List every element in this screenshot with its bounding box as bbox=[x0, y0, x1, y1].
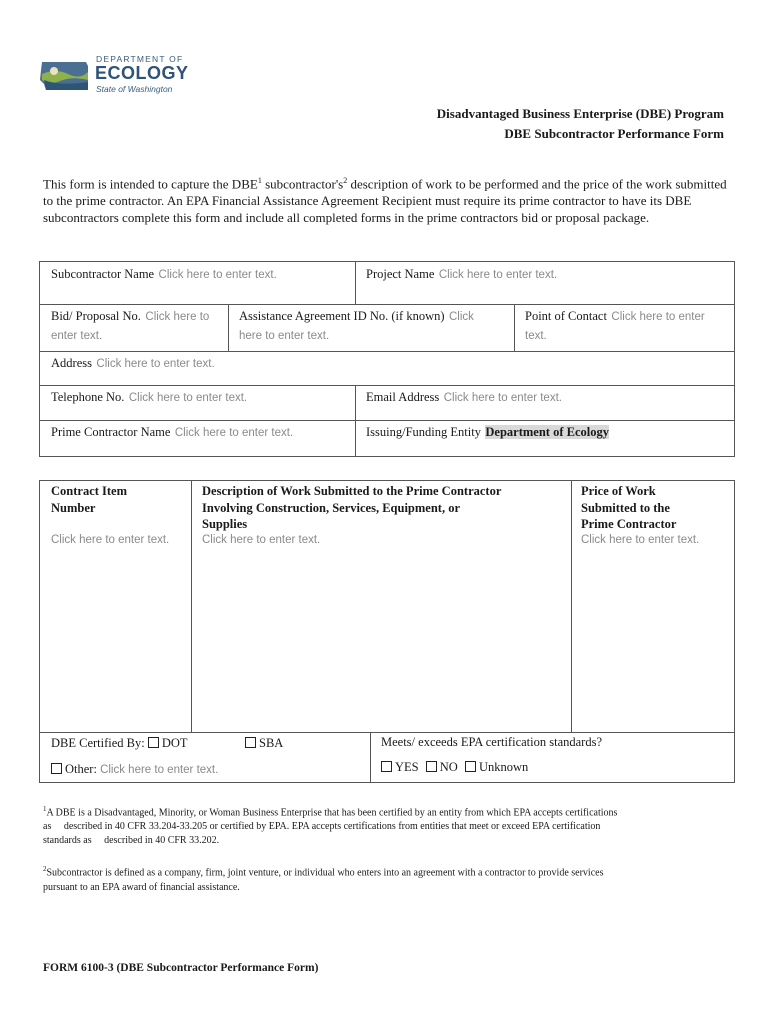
point-of-contact-label: Point of Contact bbox=[525, 309, 607, 323]
project-name-placeholder[interactable]: Click here to enter text. bbox=[438, 269, 558, 281]
other-input[interactable]: Click here to enter text. bbox=[100, 764, 219, 776]
footnote-2-line2: pursuant to an EPA award of financial assistance. bbox=[43, 881, 240, 893]
footnote-2-line1: Subcontractor is defined as a company, firm, joint venture, or individual who enters into an agreement with a contractor to provide services bbox=[46, 867, 604, 879]
ecology-logo bbox=[38, 54, 188, 98]
program-title: Disadvantaged Business Enterprise (DBE) Program bbox=[436, 106, 724, 121]
form-footer: FORM 6100-3 (DBE Subcontractor Performance Form) bbox=[43, 962, 319, 974]
issuing-entity-value[interactable]: Department of Ecology bbox=[485, 425, 609, 439]
prime-contractor-placeholder[interactable]: Click here to enter text. bbox=[174, 427, 294, 439]
point-of-contact-field[interactable] bbox=[514, 304, 734, 345]
assistance-agreement-placeholder-2[interactable]: here to enter text. bbox=[239, 330, 330, 342]
contract-item-header-line2: Number bbox=[51, 500, 96, 515]
price-header bbox=[581, 483, 731, 533]
other-label: Other: bbox=[65, 762, 97, 776]
footnote-2-marker: 2 bbox=[43, 865, 47, 874]
contract-item-input[interactable]: Click here to enter text. bbox=[51, 534, 170, 546]
price-header-line1: Price of Work bbox=[581, 484, 656, 498]
footnote-1-line1: A DBE is a Disadvantaged, Minority, or Woman Business Enterprise that has been certified by an entity from which EPA accepts certifications bbox=[46, 807, 618, 819]
no-label: NO bbox=[439, 760, 458, 774]
sba-option[interactable] bbox=[245, 736, 283, 751]
logo-state-text: State of Washington bbox=[96, 84, 173, 94]
bid-proposal-label: Bid/ Proposal No. bbox=[51, 309, 141, 323]
project-name-field[interactable] bbox=[355, 262, 734, 284]
telephone-placeholder[interactable]: Click here to enter text. bbox=[128, 392, 248, 404]
sba-checkbox[interactable] bbox=[245, 737, 256, 748]
form-title: DBE Subcontractor Performance Form bbox=[504, 126, 724, 141]
unknown-checkbox[interactable] bbox=[465, 761, 476, 772]
footnote-ref-2: 2 bbox=[343, 176, 348, 185]
unknown-label: Unknown bbox=[478, 760, 529, 774]
telephone-label: Telephone No. bbox=[51, 390, 125, 404]
meets-epa-options bbox=[381, 760, 528, 775]
description-header-line2: Involving Construction, Services, Equipment, or bbox=[202, 500, 461, 515]
yes-checkbox[interactable] bbox=[381, 761, 392, 772]
logo-department-text: DEPARTMENT OF bbox=[96, 54, 184, 64]
intro-paragraph bbox=[43, 172, 733, 226]
bid-proposal-placeholder-2[interactable]: enter text. bbox=[51, 330, 103, 342]
dbe-certified-by-label: DBE Certified By: bbox=[51, 736, 145, 750]
meets-epa-question: Meets/ exceeds EPA certification standards? bbox=[381, 735, 602, 749]
point-of-contact-placeholder-2[interactable]: text. bbox=[525, 330, 547, 342]
footnotes bbox=[43, 802, 733, 895]
description-header bbox=[202, 483, 567, 533]
price-header-line2: Submitted to the bbox=[581, 500, 670, 515]
footnote-1-line3: standards as described in 40 CFR 33.202. bbox=[43, 835, 220, 847]
subcontractor-info-table bbox=[39, 261, 735, 457]
assistance-agreement-field[interactable] bbox=[228, 304, 514, 345]
washington-state-icon bbox=[38, 56, 92, 96]
intro-text-1: This form is intended to capture the DBE bbox=[43, 176, 258, 192]
intro-text-2: subcontractor's bbox=[261, 176, 344, 192]
yes-label: YES bbox=[395, 760, 419, 774]
no-checkbox[interactable] bbox=[426, 761, 437, 772]
description-input[interactable]: Click here to enter text. bbox=[202, 534, 321, 546]
point-of-contact-placeholder-1[interactable]: Click here to enter bbox=[611, 311, 705, 323]
prime-contractor-label: Prime Contractor Name bbox=[51, 425, 171, 439]
dot-checkbox[interactable] bbox=[148, 737, 159, 748]
footnote-ref-1: 1 bbox=[257, 176, 262, 185]
work-items-table bbox=[39, 480, 735, 783]
email-placeholder[interactable]: Click here to enter text. bbox=[443, 392, 562, 404]
bid-proposal-field[interactable] bbox=[40, 304, 228, 345]
price-header-line3: Prime Contractor bbox=[581, 517, 677, 531]
subcontractor-name-placeholder[interactable]: Click here to enter text. bbox=[158, 269, 277, 281]
assistance-agreement-placeholder-1[interactable]: Click bbox=[448, 311, 474, 323]
project-name-label: Project Name bbox=[366, 267, 435, 281]
form-heading bbox=[437, 104, 724, 144]
footnote-1-line2: as described in 40 CFR 33.204-33.205 or certified by EPA. EPA accepts certifications from entities that meet or exceed EPA certification bbox=[43, 821, 601, 833]
address-field[interactable] bbox=[40, 351, 734, 373]
logo-ecology-text: ECOLOGY bbox=[95, 63, 189, 83]
address-label: Address bbox=[51, 356, 92, 370]
footnote-1-marker: 1 bbox=[43, 805, 47, 813]
other-option[interactable] bbox=[51, 762, 218, 777]
footnote-1 bbox=[43, 802, 733, 848]
issuing-entity-field[interactable] bbox=[355, 420, 734, 441]
sba-label: SBA bbox=[259, 736, 284, 750]
other-checkbox[interactable] bbox=[51, 763, 62, 774]
assistance-agreement-label: Assistance Agreement ID No. (if known) bbox=[239, 309, 445, 323]
subcontractor-name-field[interactable] bbox=[40, 262, 355, 284]
description-header-line1: Description of Work Submitted to the Prime Contractor bbox=[202, 484, 502, 498]
email-field[interactable] bbox=[355, 385, 734, 407]
address-placeholder[interactable]: Click here to enter text. bbox=[96, 358, 215, 370]
bid-proposal-placeholder-1[interactable]: Click here to bbox=[145, 311, 210, 323]
telephone-field[interactable] bbox=[40, 385, 355, 407]
intro-text-3: description of work to be performed and the price of the work submitted to the prime contractor. An EPA Financial Assistance Agreement Recipient must require its prime contractor to have its DBE subcontractors complete this form and include all completed forms in the prime contractors bid or proposal package. bbox=[43, 176, 727, 226]
contract-item-header-line1: Contract Item bbox=[51, 484, 128, 498]
contract-item-header bbox=[51, 483, 186, 516]
price-input[interactable]: Click here to enter text. bbox=[581, 534, 700, 546]
prime-contractor-field[interactable] bbox=[40, 420, 355, 442]
subcontractor-name-label: Subcontractor Name bbox=[51, 267, 155, 281]
footnote-2 bbox=[43, 862, 733, 894]
email-label: Email Address bbox=[366, 390, 440, 404]
description-header-line3: Supplies bbox=[202, 517, 248, 531]
issuing-entity-label: Issuing/Funding Entity bbox=[366, 425, 481, 439]
dbe-certified-by bbox=[51, 736, 188, 751]
dot-label: DOT bbox=[161, 736, 188, 750]
